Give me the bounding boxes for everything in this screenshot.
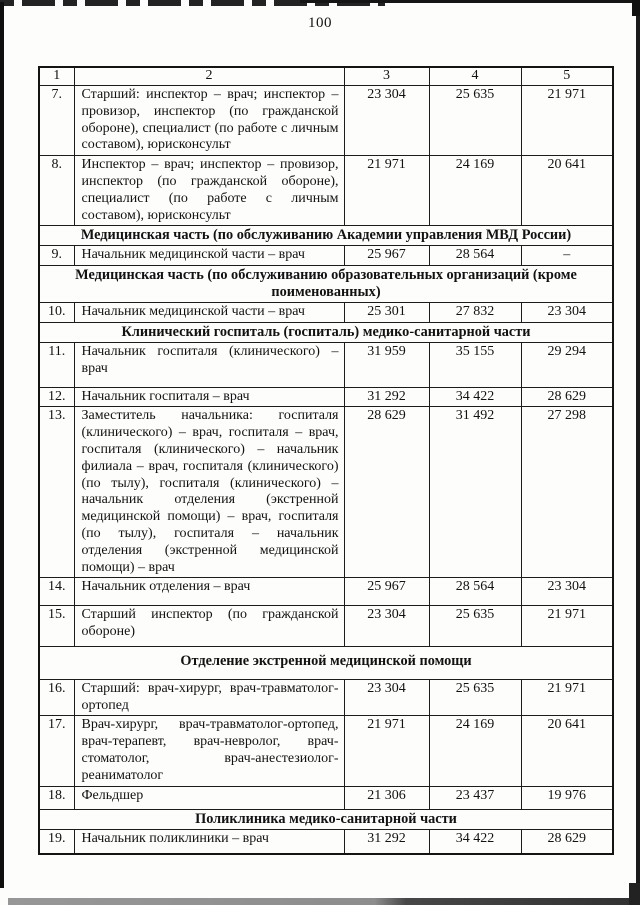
row-number: 9. [39, 246, 74, 266]
table-row-8 [39, 156, 613, 226]
position-title: Старший инспектор (по гражданской обороне) [74, 606, 344, 647]
scan-artifact-top-right-corner [632, 0, 640, 16]
table-row-11 [39, 342, 613, 387]
value-col4: 24 169 [429, 156, 521, 226]
table-row-19 [39, 830, 613, 854]
position-title: Начальник медицинской части – врач [74, 303, 344, 323]
row-number: 16. [39, 679, 74, 716]
table-header-row [39, 67, 613, 86]
value-col3: 23 304 [344, 606, 429, 647]
position-title: Начальник отделения – врач [74, 578, 344, 606]
section-title: Отделение экстренной медицинской помощи [39, 646, 613, 679]
row-number: 14. [39, 578, 74, 606]
position-title: Врач-хирург, врач-травматолог-ортопед, врач-терапевт, врач-невролог, врач-стоматолог, врач-анестезиолог-реаниматолог [74, 716, 344, 786]
value-col5: – [521, 246, 613, 266]
value-col5: 21 971 [521, 606, 613, 647]
value-col3: 25 301 [344, 303, 429, 323]
page-number: 100 [308, 15, 332, 31]
row-number: 15. [39, 606, 74, 647]
value-col3: 21 971 [344, 156, 429, 226]
section-title: Поликлиника медико-санитарной части [39, 810, 613, 830]
row-number: 7. [39, 86, 74, 156]
value-col5: 27 298 [521, 407, 613, 578]
value-col5: 28 629 [521, 830, 613, 854]
table-row-13 [39, 407, 613, 578]
value-col3: 31 292 [344, 830, 429, 854]
table-row-10 [39, 303, 613, 323]
value-col5: 19 976 [521, 786, 613, 810]
table-row-16 [39, 679, 613, 716]
row-number: 10. [39, 303, 74, 323]
table-row-18 [39, 786, 613, 810]
value-col3: 23 304 [344, 86, 429, 156]
position-title: Начальник медицинской части – врач [74, 246, 344, 266]
row-number: 18. [39, 786, 74, 810]
table-row-14 [39, 578, 613, 606]
table-row-9 [39, 246, 613, 266]
value-col5: 29 294 [521, 342, 613, 387]
value-col4: 25 635 [429, 86, 521, 156]
column-header-4: 4 [429, 67, 521, 86]
value-col4: 28 564 [429, 578, 521, 606]
column-header-2: 2 [74, 67, 344, 86]
value-col4: 24 169 [429, 716, 521, 786]
section-header-row [39, 226, 613, 246]
value-col3: 25 967 [344, 246, 429, 266]
value-col3: 21 971 [344, 716, 429, 786]
value-col3: 21 306 [344, 786, 429, 810]
value-col4: 31 492 [429, 407, 521, 578]
value-col5: 23 304 [521, 578, 613, 606]
table-row-17 [39, 716, 613, 786]
scan-artifact-bottom-bar [8, 898, 640, 905]
row-number: 19. [39, 830, 74, 854]
row-number: 12. [39, 387, 74, 407]
section-header-row [39, 646, 613, 679]
position-title: Начальник госпиталя (клинического) – врач [74, 342, 344, 387]
value-col5: 21 971 [521, 86, 613, 156]
row-number: 11. [39, 342, 74, 387]
value-col5: 28 629 [521, 387, 613, 407]
position-title: Заместитель начальника: госпиталя (клинического) – врач, госпиталя – врач, госпиталя (клинического) – начальник филиала – врач, госпиталя (клинического) (по тылу), госпиталя (клинического) – начальник отделения (экстренной медицинской помощи) – врач, госпиталя (по тылу), госпиталя – начальник отделения (экстренной медицинской помощи) – врач [74, 407, 344, 578]
value-col4: 25 635 [429, 679, 521, 716]
value-col3: 28 629 [344, 407, 429, 578]
column-header-5: 5 [521, 67, 613, 86]
value-col3: 31 292 [344, 387, 429, 407]
value-col4: 23 437 [429, 786, 521, 810]
value-col4: 35 155 [429, 342, 521, 387]
value-col4: 28 564 [429, 246, 521, 266]
table-row-12 [39, 387, 613, 407]
section-title: Медицинская часть (по обслуживанию образовательных организаций (кроме поименованных) [39, 266, 613, 303]
value-col4: 34 422 [429, 387, 521, 407]
value-col3: 25 967 [344, 578, 429, 606]
value-col4: 27 832 [429, 303, 521, 323]
row-number: 13. [39, 407, 74, 578]
table-row-7 [39, 86, 613, 156]
section-header-row [39, 810, 613, 830]
value-col4: 25 635 [429, 606, 521, 647]
value-col5: 20 641 [521, 716, 613, 786]
section-header-row [39, 266, 613, 303]
scan-artifact-right-edge [636, 0, 640, 890]
position-title: Старший: инспектор – врач; инспектор – провизор, инспектор (по гражданской обороне), специалист (по работе с личным составом), юрисконсульт [74, 86, 344, 156]
section-header-row [39, 322, 613, 342]
scan-artifact-left-edge [0, 2, 4, 888]
scan-artifact-top-line [300, 0, 640, 3]
scan-artifact-bottom-right-corner [629, 883, 640, 905]
value-col5: 23 304 [521, 303, 613, 323]
section-title: Медицинская часть (по обслуживанию Академии управления МВД России) [39, 226, 613, 246]
value-col4: 34 422 [429, 830, 521, 854]
position-title: Инспектор – врач; инспектор – провизор, инспектор (по гражданской обороне), специалист (по работе с личным составом), юрисконсульт [74, 156, 344, 226]
value-col5: 21 971 [521, 679, 613, 716]
value-col3: 23 304 [344, 679, 429, 716]
row-number: 17. [39, 716, 74, 786]
section-title: Клинический госпиталь (госпиталь) медико-санитарной части [39, 322, 613, 342]
row-number: 8. [39, 156, 74, 226]
position-title: Начальник поликлиники – врач [74, 830, 344, 854]
column-header-1: 1 [39, 67, 74, 86]
table-row-15 [39, 606, 613, 647]
value-col5: 20 641 [521, 156, 613, 226]
position-title: Фельдшер [74, 786, 344, 810]
salary-table [38, 66, 614, 855]
column-header-3: 3 [344, 67, 429, 86]
position-title: Начальник госпиталя – врач [74, 387, 344, 407]
value-col3: 31 959 [344, 342, 429, 387]
position-title: Старший: врач-хирург, врач-травматолог-ортопед [74, 679, 344, 716]
